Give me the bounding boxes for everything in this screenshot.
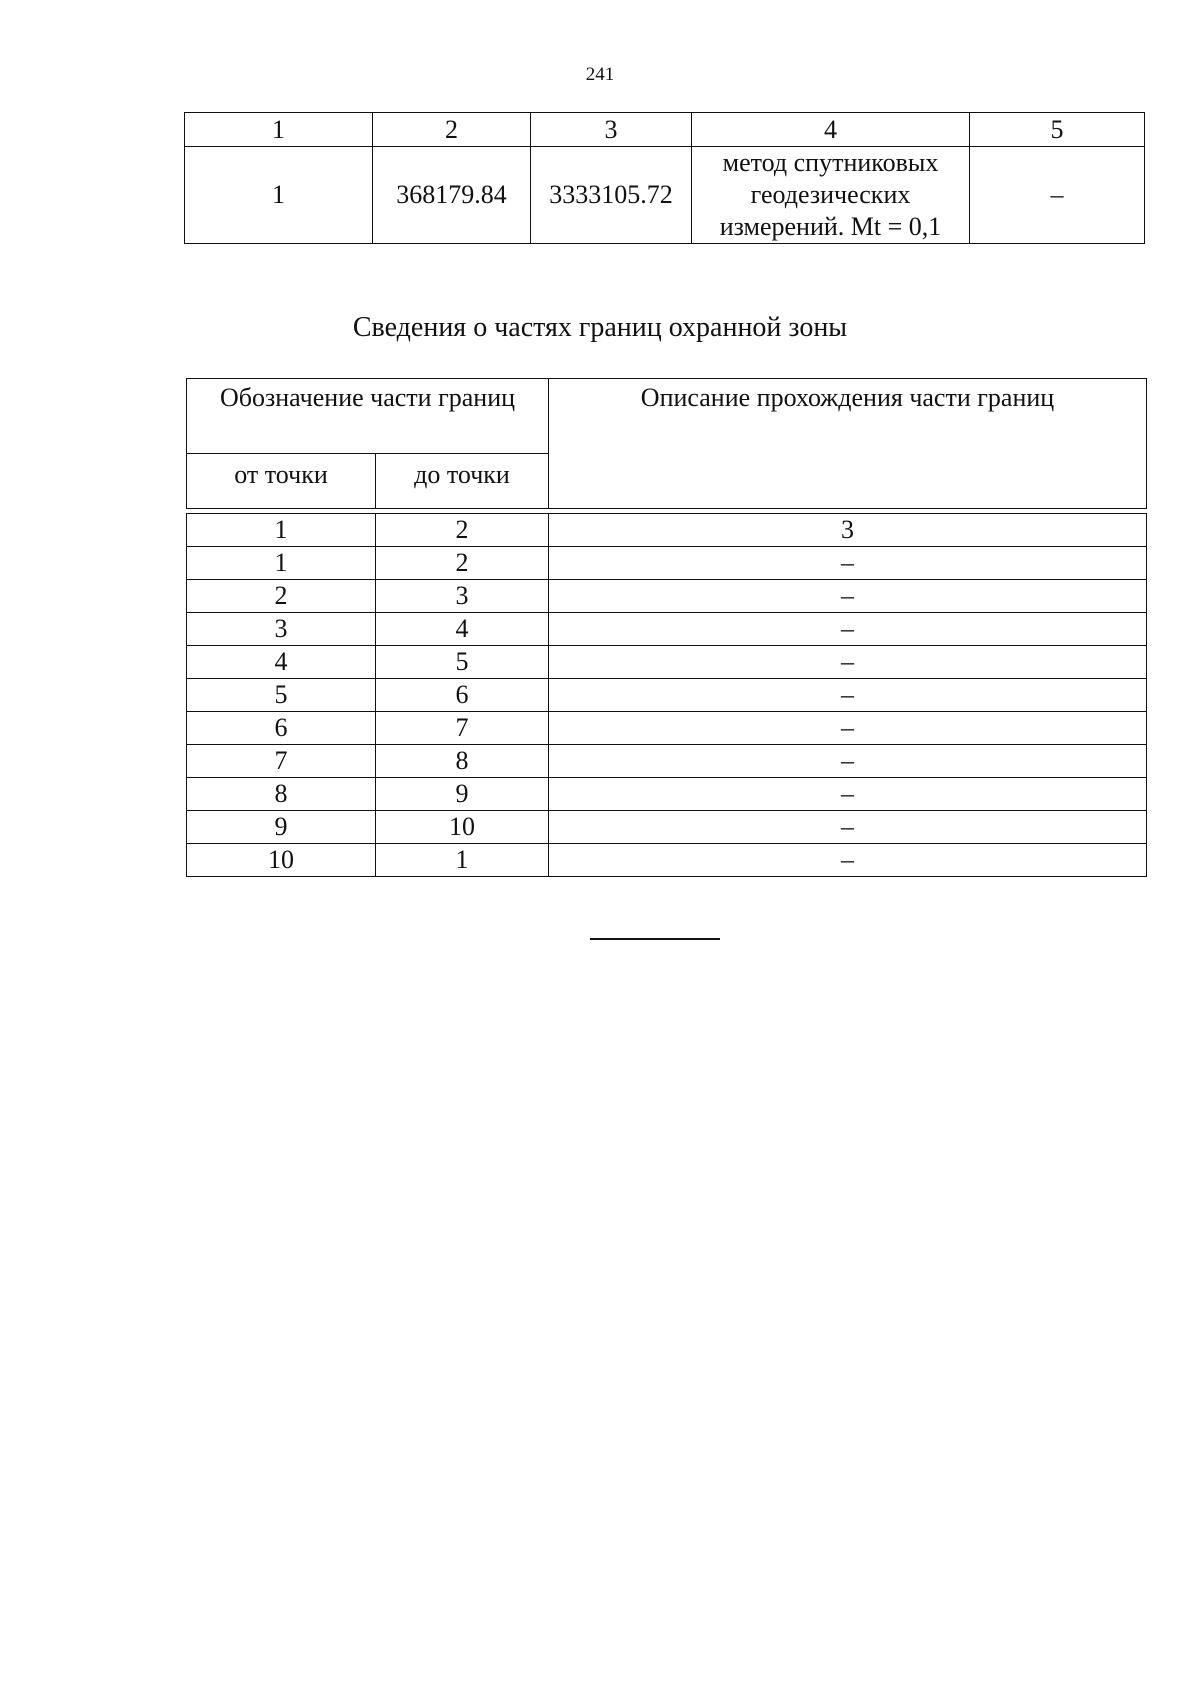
- column-number: 3: [531, 113, 692, 147]
- column-number-row: [187, 514, 1147, 547]
- column-number: 1: [187, 514, 376, 547]
- description: –: [549, 844, 1147, 877]
- to-point-header: до точки: [376, 454, 549, 509]
- boundary-parts-table: [186, 378, 1147, 877]
- description: –: [549, 745, 1147, 778]
- table-row: [187, 844, 1147, 877]
- from-point: 9: [187, 811, 376, 844]
- from-point: 6: [187, 712, 376, 745]
- page-number: 241: [585, 64, 615, 85]
- description: –: [549, 712, 1147, 745]
- column-5-value: –: [970, 147, 1145, 244]
- table-row: [187, 811, 1147, 844]
- column-number: 2: [376, 514, 549, 547]
- column-number: 5: [970, 113, 1145, 147]
- description: –: [549, 547, 1147, 580]
- description: –: [549, 679, 1147, 712]
- from-point: 3: [187, 613, 376, 646]
- to-point: 2: [376, 547, 549, 580]
- to-point: 1: [376, 844, 549, 877]
- to-point: 10: [376, 811, 549, 844]
- to-point: 7: [376, 712, 549, 745]
- column-number: 3: [549, 514, 1147, 547]
- from-point: 1: [187, 547, 376, 580]
- coordinates-table: [184, 112, 1145, 244]
- method-description: [692, 147, 970, 244]
- header-row: [187, 379, 1147, 454]
- coordinate-y: 3333105.72: [531, 147, 692, 244]
- from-point: 4: [187, 646, 376, 679]
- to-point: 4: [376, 613, 549, 646]
- description: –: [549, 811, 1147, 844]
- column-number: 1: [185, 113, 373, 147]
- table-row: [187, 778, 1147, 811]
- table-row: [187, 745, 1147, 778]
- from-point: 2: [187, 580, 376, 613]
- description: –: [549, 580, 1147, 613]
- from-point: 5: [187, 679, 376, 712]
- to-point: 8: [376, 745, 549, 778]
- end-rule: [590, 938, 720, 940]
- column-number: 4: [692, 113, 970, 147]
- table-row: [187, 712, 1147, 745]
- to-point: 6: [376, 679, 549, 712]
- description-header: Описание прохождения части границ: [549, 379, 1147, 509]
- table-row: [187, 580, 1147, 613]
- table-row: [187, 646, 1147, 679]
- to-point: 3: [376, 580, 549, 613]
- coordinate-x: 368179.84: [373, 147, 531, 244]
- description: –: [549, 613, 1147, 646]
- description: –: [549, 646, 1147, 679]
- from-point-header: от точки: [187, 454, 376, 509]
- section-title: Сведения о частях границ охранной зоны: [352, 312, 848, 343]
- designation-header: Обозначение части границ: [187, 379, 549, 454]
- column-number: 2: [373, 113, 531, 147]
- to-point: 5: [376, 646, 549, 679]
- method-line: метод спутниковых: [722, 148, 939, 177]
- table-row: [185, 147, 1145, 244]
- from-point: 8: [187, 778, 376, 811]
- table-row: [187, 613, 1147, 646]
- from-point: 10: [187, 844, 376, 877]
- point-number: 1: [185, 147, 373, 244]
- table-row: [187, 679, 1147, 712]
- method-line: геодезических: [750, 180, 911, 209]
- table-row: [187, 547, 1147, 580]
- column-number-row: [185, 113, 1145, 147]
- description: –: [549, 778, 1147, 811]
- to-point: 9: [376, 778, 549, 811]
- from-point: 7: [187, 745, 376, 778]
- method-line: измерений. Mt = 0,1: [719, 212, 942, 241]
